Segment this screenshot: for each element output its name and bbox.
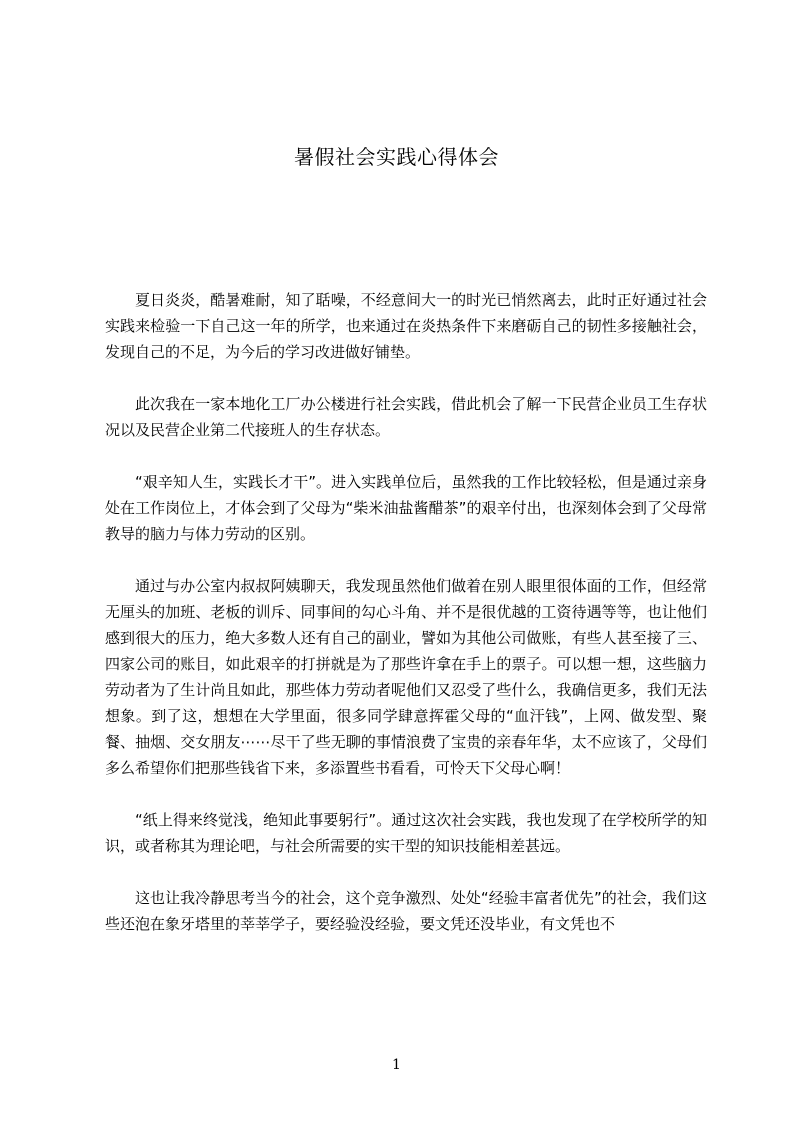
paragraph-reflection: 这也让我冷静思考当今的社会，这个竞争激烈、处处“经验丰富者优先”的社会，我们这些还泡在象牙塔里的莘莘学子，要经验没经验，要文凭还没毕业，有文凭也不	[105, 889, 707, 933]
page-number: 1	[392, 1057, 401, 1073]
paragraph-theory-practice: “纸上得来终觉浅，绝知此事要躬行”。通过这次社会实践，我也发现了在学校所学的知识，或者称其为理论吧，与社会所需要的实干型的知识技能相差甚远。	[105, 811, 707, 855]
paragraph-office-talk: 通过与办公室内叔叔阿姨聊天，我发现虽然他们做着在别人眼里很体面的工作，但经常无厘头的加班、老板的训斥、同事间的勾心斗角、并不是很优越的工资待遇等等，也让他们感到很大的压力，绝大多数人还有自己的副业，譬如为其他公司做账，有些人甚至接了三、四家公司的账目，如此艰辛的打拼就是为了那些许拿在手上的票子。可以想一想，这些脑力劳动者为了生计尚且如此，那些体力劳动者呢他们又忍受了些什么，我确信更多，我们无法想象。到了这，想想在大学里面，很多同学肆意挥霍父母的“血汗钱”，上网、做发型、聚餐、抽烟、交女朋友⋯⋯尽干了些无聊的事情浪费了宝贵的亲春年华，太不应该了，父母们多么希望你们把那些钱省下来，多添置些书看看，可怜天下父母心啊！	[105, 577, 707, 777]
paragraph-intro: 夏日炎炎，酷暑难耐，知了聒噪，不经意间大一的时光已悄然离去，此时正好通过社会实践来检验一下自己这一年的所学，也来通过在炎热条件下来磨砺自己的韧性多接触社会，发现自己的不足，为今后的学习改进做好铺垫。	[105, 291, 707, 361]
document-title: 暑假社会实践心得体会	[294, 145, 499, 169]
paragraph-hardship: “艰辛知人生，实践长才干”。进入实践单位后，虽然我的工作比较轻松，但是通过亲身处在工作岗位上，才体会到了父母为“柴米油盐酱醋茶”的艰辛付出，也深刻体会到了父母常教导的脑力与体力劳动的区别。	[105, 473, 707, 543]
document-body	[105, 287, 707, 963]
paragraph-location: 此次我在一家本地化工厂办公楼进行社会实践，借此机会了解一下民营企业员工生存状况以及民营企业第二代接班人的生存状态。	[105, 395, 707, 439]
